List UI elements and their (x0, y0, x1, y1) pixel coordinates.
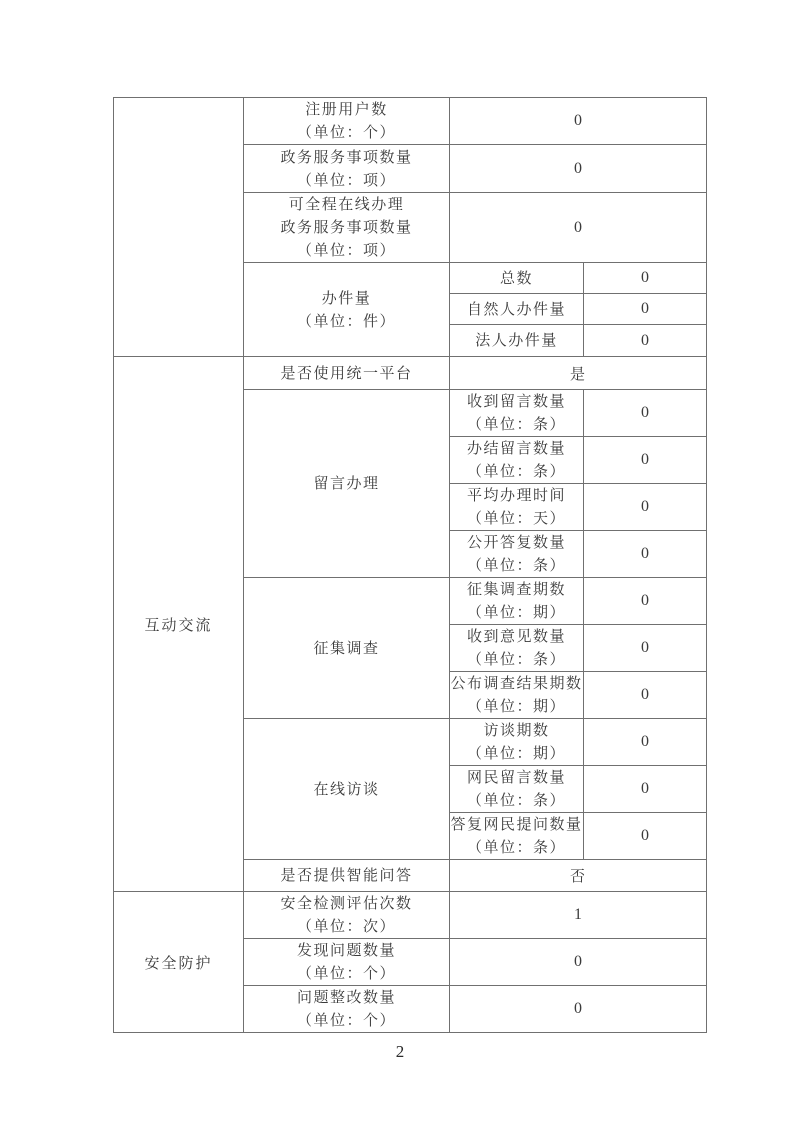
metric-unit: （单位：项） (296, 241, 396, 259)
sub-metric-value: 0 (584, 578, 707, 625)
metric-label: 可全程在线办理 (288, 195, 405, 213)
sub-metric-value: 0 (584, 263, 707, 294)
metric-label-cell (244, 193, 450, 263)
sub-metric-value: 0 (584, 813, 707, 860)
category-cell-services (114, 98, 244, 357)
sub-metric-label-cell (450, 813, 584, 860)
annual-report-table (113, 97, 707, 1033)
metric-label: 政务服务事项数量 (280, 147, 413, 166)
group-label-cell-case-volume (244, 263, 450, 357)
sub-metric-value: 0 (584, 390, 707, 437)
sub-metric-unit: （单位：条） (466, 650, 566, 668)
page-number: 2 (395, 1042, 405, 1061)
sub-metric-unit: （单位：条） (466, 556, 566, 574)
sub-metric-unit: （单位：期） (466, 744, 566, 762)
metric-label: 安全检测评估次数 (280, 894, 413, 912)
metric-label-cell (244, 939, 450, 986)
sub-metric-label: 访谈期数 (483, 721, 550, 739)
sub-metric-value: 0 (584, 766, 707, 813)
sub-metric-label: 总数 (450, 263, 584, 294)
sub-metric-label: 自然人办件量 (450, 294, 584, 325)
sub-metric-unit: （单位：期） (466, 603, 566, 621)
sub-metric-label-cell (450, 625, 584, 672)
table-row (114, 357, 707, 390)
metric-value: 0 (450, 986, 707, 1033)
group-unit: （单位：件） (296, 311, 396, 330)
metric-unit: （单位：项） (296, 170, 396, 189)
sub-metric-label: 法人办件量 (450, 325, 584, 357)
sub-metric-unit: （单位：条） (466, 415, 566, 433)
sub-metric-label: 答复网民提问数量 (450, 815, 583, 833)
metric-value: 是 (450, 357, 707, 390)
metric-label: 政务服务事项数量 (280, 218, 413, 236)
sub-metric-label-cell (450, 390, 584, 437)
sub-metric-unit: （单位：条） (466, 838, 566, 856)
sub-metric-unit: （单位：天） (466, 509, 566, 527)
sub-metric-label-cell (450, 437, 584, 484)
table-row (114, 98, 707, 145)
metric-label-cell (244, 986, 450, 1033)
metric-label: 是否使用统一平台 (244, 357, 450, 390)
metric-value: 0 (450, 98, 707, 145)
metric-label: 是否提供智能问答 (244, 860, 450, 892)
sub-metric-label-cell (450, 766, 584, 813)
metric-unit: （单位：次） (296, 917, 396, 935)
sub-metric-value: 0 (584, 531, 707, 578)
group-label-cell-online-interview: 在线访谈 (244, 719, 450, 860)
sub-metric-label: 收到留言数量 (466, 392, 566, 410)
sub-metric-label: 收到意见数量 (466, 627, 566, 645)
metric-value: 0 (450, 145, 707, 193)
metric-label: 发现问题数量 (296, 941, 396, 959)
metric-unit: （单位：个） (296, 1011, 396, 1029)
sub-metric-label-cell (450, 672, 584, 719)
sub-metric-label-cell (450, 531, 584, 578)
sub-metric-label: 公布调查结果期数 (450, 674, 583, 692)
sub-metric-label-cell (450, 578, 584, 625)
metric-unit: （单位：个） (296, 964, 396, 982)
metric-value: 1 (450, 892, 707, 939)
metric-label-cell (244, 98, 450, 145)
sub-metric-value: 0 (584, 672, 707, 719)
sub-metric-label-cell (450, 719, 584, 766)
sub-metric-value: 0 (584, 325, 707, 357)
metric-label-cell (244, 145, 450, 193)
sub-metric-value: 0 (584, 625, 707, 672)
metric-value: 0 (450, 939, 707, 986)
sub-metric-value: 0 (584, 719, 707, 766)
category-cell-security: 安全防护 (114, 892, 244, 1033)
metric-label: 注册用户数 (305, 100, 388, 118)
sub-metric-value: 0 (584, 484, 707, 531)
sub-metric-label: 平均办理时间 (466, 486, 566, 504)
category-cell-interaction: 互动交流 (114, 357, 244, 892)
metric-value: 否 (450, 860, 707, 892)
metric-value: 0 (450, 193, 707, 263)
sub-metric-label: 公开答复数量 (466, 533, 566, 551)
sub-metric-label: 网民留言数量 (466, 768, 566, 786)
table-row (114, 892, 707, 939)
metric-label-cell (244, 892, 450, 939)
group-label: 办件量 (321, 288, 372, 307)
group-label-cell-message-handling: 留言办理 (244, 390, 450, 578)
metric-label: 问题整改数量 (296, 988, 396, 1006)
group-label-cell-survey: 征集调查 (244, 578, 450, 719)
sub-metric-unit: （单位：期） (466, 697, 566, 715)
metric-unit: （单位：个） (296, 123, 396, 141)
sub-metric-label: 办结留言数量 (466, 439, 566, 457)
sub-metric-value: 0 (584, 294, 707, 325)
sub-metric-label: 征集调查期数 (466, 580, 566, 598)
sub-metric-unit: （单位：条） (466, 462, 566, 480)
sub-metric-value: 0 (584, 437, 707, 484)
sub-metric-unit: （单位：条） (466, 791, 566, 809)
sub-metric-label-cell (450, 484, 584, 531)
